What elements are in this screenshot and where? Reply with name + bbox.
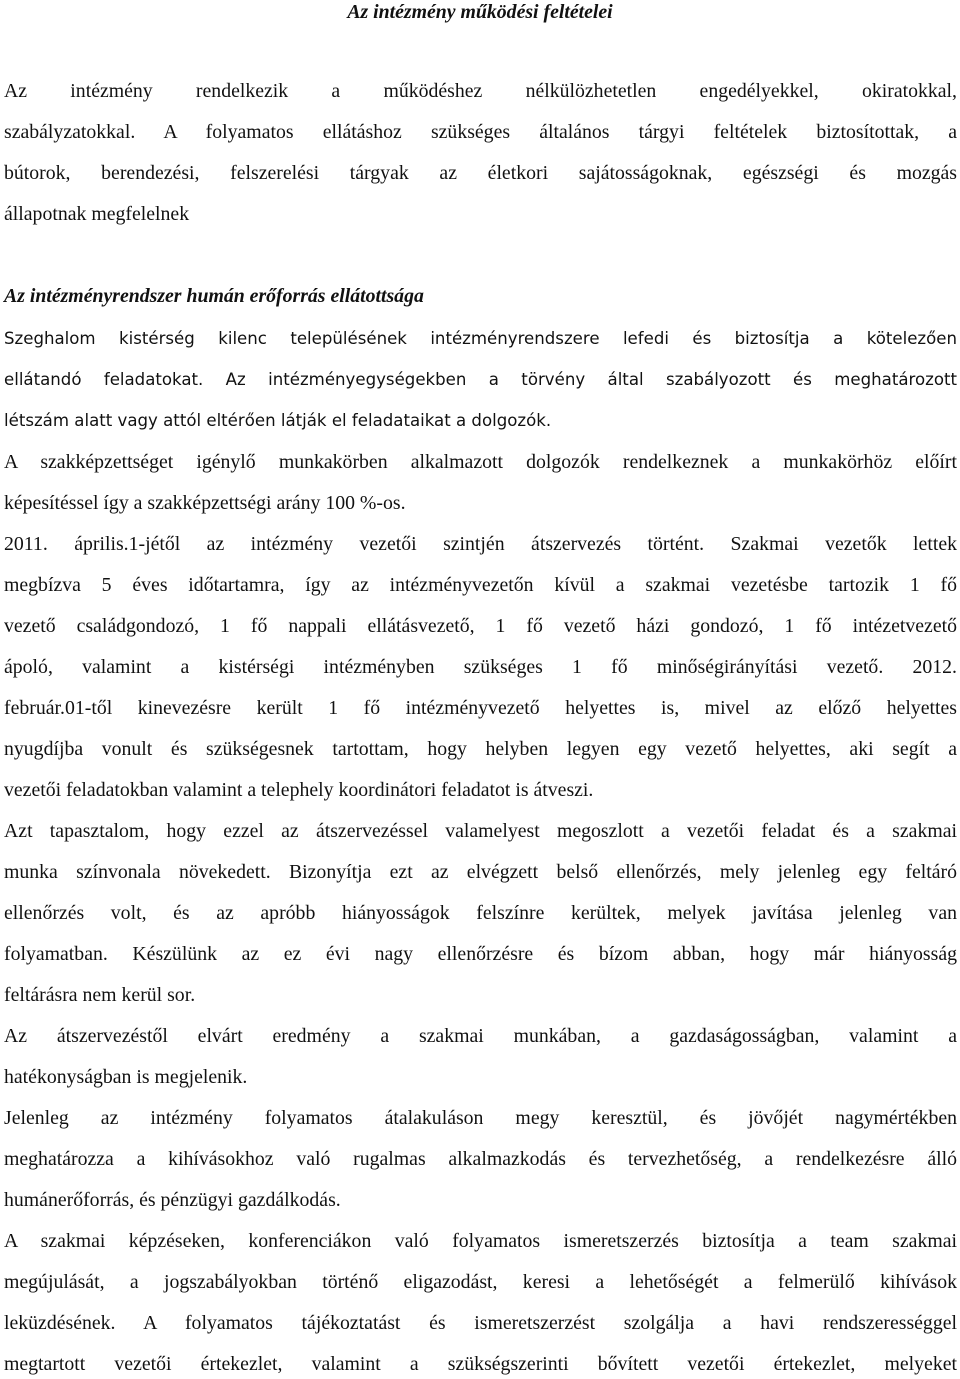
paragraph-line: Az átszervezéstől elvárt eredmény a szakmai munkában, a gazdaságosságban, valamint a — [4, 1025, 957, 1047]
paragraph-line: megújulását, a jogszabályokban történő eligazodást, keresi a lehetőségét a felmerülő kihívások — [4, 1271, 957, 1293]
paragraph-line: Az intézmény rendelkezik a működéshez nélkülözhetetlen engedélyekkel, okiratokkal, — [4, 80, 957, 102]
paragraph-line: Jelenleg az intézmény folyamatos átalakuláson megy keresztül, és jövőjét nagymértékben — [4, 1107, 957, 1129]
paragraph-line: A szakmai képzéseken, konferenciákon való folyamatos ismeretszerzés biztosítja a team szakmai — [4, 1230, 957, 1252]
page-title: Az intézmény működési feltételei — [347, 1, 613, 23]
paragraph-line: február.01-től kinevezésre került 1 fő intézményvezető helyettes is, mivel az előző helyettes — [4, 697, 957, 719]
paragraph-line: 2011. április.1-jétől az intézmény vezetői szintjén átszervezés történt. Szakmai vezetők lettek — [4, 533, 957, 555]
paragraph-line: ellenőrzés volt, és az apróbb hiányosságok felszínre kerültek, melyek javítása jelenleg van — [4, 902, 957, 924]
paragraph-line: ellátandó feladatokat. Az intézményegységekben a törvény által szabályozott és meghatározott — [4, 370, 957, 389]
section-heading: Az intézményrendszer humán erőforrás ellátottsága — [4, 285, 424, 307]
paragraph-line: Azt tapasztalom, hogy ezzel az átszervezéssel valamelyest megoszlott a vezetői feladat és a szakmai — [4, 820, 957, 842]
paragraph-line: folyamatban. Készülünk az ez évi nagy ellenőrzésre és bízom abban, hogy már hiányosság — [4, 943, 957, 965]
paragraph-line: Szeghalom kistérség kilenc településének intézményrendszere lefedi és biztosítja a kötelezően — [4, 329, 957, 348]
paragraph-line: megtartott vezetői értekezlet, valamint a szükségszerinti bővített vezetői értekezlet, melyeket — [4, 1353, 957, 1375]
paragraph-line: megbízva 5 éves időtartamra, így az intézményvezetőn kívül a szakmai vezetésbe tartozik 1 fő — [4, 574, 957, 596]
paragraph-line: hatékonyságban is megjelenik. — [4, 1066, 248, 1088]
paragraph-line: meghatározza a kihívásokhoz való rugalmas alkalmazkodás és tervezhetőség, a rendelkezésre álló — [4, 1148, 957, 1170]
paragraph-line: vezető családgondozó, 1 fő nappali ellátásvezető, 1 fő vezető házi gondozó, 1 fő intézetvezető — [4, 615, 957, 637]
paragraph-line: ápoló, valamint a kistérségi intézményben szükséges 1 fő minőségirányítási vezető. 2012. — [4, 656, 957, 678]
paragraph-line: vezetői feladatokban valamint a telephely koordinátori feladatot is átveszi. — [4, 779, 594, 801]
paragraph-line: képesítéssel így a szakképzettségi arány 100 %-os. — [4, 492, 406, 514]
paragraph-line: állapotnak megfelelnek — [4, 203, 190, 225]
paragraph-line: bútorok, berendezési, felszerelési tárgyak az életkori sajátosságoknak, egészségi és mozgás — [4, 162, 957, 184]
paragraph-line: munka színvonala növekedett. Bizonyítja ezt az elvégzett belső ellenőrzés, mely jelenleg egy feltáró — [4, 861, 957, 883]
paragraph-line: humánerőforrás, és pénzügyi gazdálkodás. — [4, 1189, 341, 1211]
paragraph-line: A szakképzettséget igénylő munkakörben alkalmazott dolgozók rendelkeznek a munkakörhöz előírt — [4, 451, 957, 473]
paragraph-line: létszám alatt vagy attól eltérően látják el feladataikat a dolgozók. — [4, 411, 552, 430]
paragraph-line: szabályzatokkal. A folyamatos ellátáshoz szükséges általános tárgyi feltételek biztosítottak, a — [4, 121, 957, 143]
paragraph-line: feltárásra nem kerül sor. — [4, 984, 196, 1006]
paragraph-line: leküzdésének. A folyamatos tájékoztatást és ismeretszerzést szolgálja a havi rendszerességgel — [4, 1312, 957, 1334]
paragraph-line: nyugdíjba vonult és szükségesnek tartottam, hogy helyben legyen egy vezető helyettes, aki segít a — [4, 738, 957, 760]
